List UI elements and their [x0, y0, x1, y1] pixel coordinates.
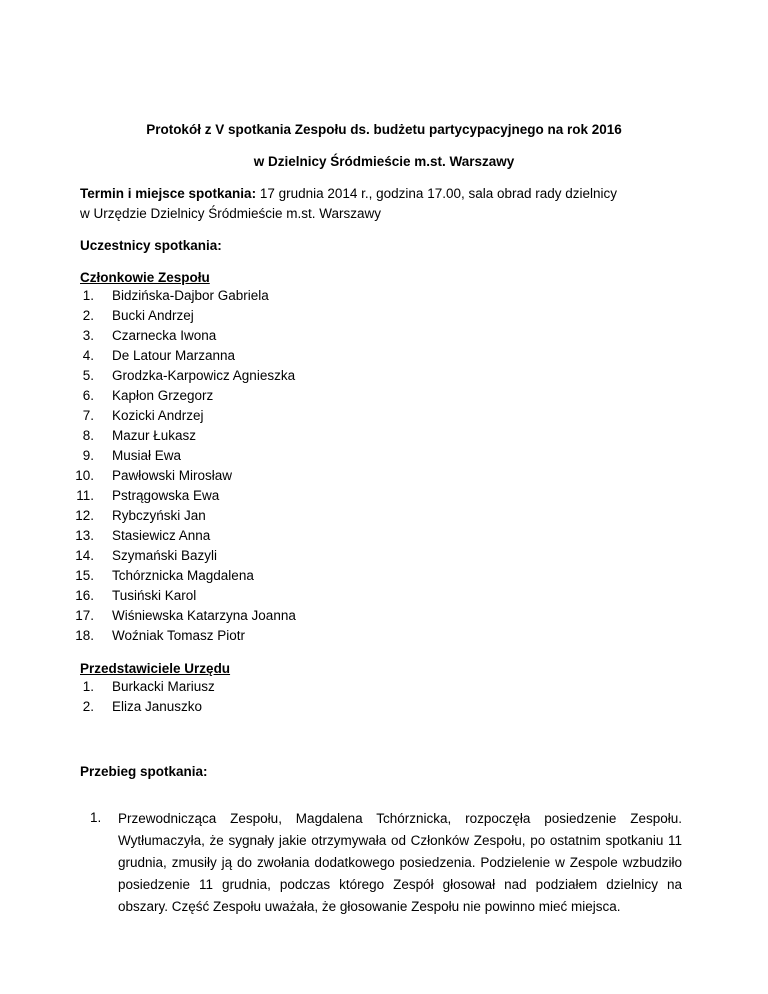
- list-item-name: Stasiewicz Anna: [112, 528, 211, 543]
- list-item-name: Wiśniewska Katarzyna Joanna: [112, 608, 296, 623]
- office-representatives-list: [80, 677, 690, 717]
- list-item-number: 3.: [82, 328, 94, 343]
- list-item: [75, 466, 690, 486]
- list-item-number: 4.: [82, 348, 94, 363]
- list-item-number: 2.: [82, 308, 94, 323]
- list-item-name: Tchórznicka Magdalena: [112, 568, 254, 583]
- list-item-number: 7.: [82, 408, 94, 423]
- list-item: [75, 546, 690, 566]
- document-subtitle: w Dzielnicy Śródmieście m.st. Warszawy: [253, 154, 515, 169]
- course-item-number: 1.: [90, 810, 102, 825]
- list-item: [80, 326, 690, 346]
- members-list: [75, 286, 690, 646]
- list-item-name: Burkacki Mariusz: [112, 679, 215, 694]
- list-item-number: 1.: [82, 679, 94, 694]
- list-item: [75, 586, 690, 606]
- list-item: [76, 486, 690, 506]
- list-item-name: Rybczyński Jan: [112, 508, 206, 523]
- list-item-name: Czarnecka Iwona: [112, 328, 217, 343]
- list-item-number: 15.: [75, 568, 94, 583]
- meeting-term-value-line2: w Urzędzie Dzielnicy Śródmieście m.st. Warszawy: [80, 206, 382, 221]
- list-item-name: Szymański Bazyli: [112, 548, 218, 563]
- list-item-number: 18.: [75, 628, 94, 643]
- list-item-number: 9.: [82, 448, 94, 463]
- list-item: [75, 506, 690, 526]
- list-item-number: 17.: [75, 608, 94, 623]
- members-heading: Członkowie Zespołu: [80, 270, 210, 285]
- list-item-name: Woźniak Tomasz Piotr: [112, 628, 246, 643]
- document-title: Protokół z V spotkania Zespołu ds. budżetu partycypacyjnego na rok 2016: [146, 122, 622, 137]
- list-item-name: Bucki Andrzej: [112, 308, 194, 323]
- list-item-name: Eliza Januszko: [112, 699, 203, 714]
- list-item-number: 1.: [82, 288, 94, 303]
- list-item-name: Pawłowski Mirosław: [112, 468, 233, 483]
- list-item-number: 10.: [75, 468, 94, 483]
- list-item-number: 13.: [75, 528, 94, 543]
- list-item: [80, 346, 690, 366]
- list-item: [80, 697, 690, 717]
- list-item-name: Mazur Łukasz: [112, 428, 197, 443]
- list-item-name: Pstrągowska Ewa: [112, 488, 220, 503]
- list-item-name: Kapłon Grzegorz: [112, 388, 214, 403]
- participants-heading: Uczestnicy spotkania:: [80, 238, 222, 253]
- list-item-number: 2.: [82, 699, 94, 714]
- list-item-name: Kozicki Andrzej: [112, 408, 204, 423]
- list-item: [80, 306, 690, 326]
- list-item: [80, 426, 690, 446]
- list-item-name: De Latour Marzanna: [112, 348, 236, 363]
- list-item: [75, 606, 690, 626]
- meeting-term-label: Termin i miejsce spotkania:: [80, 186, 257, 201]
- list-item: [80, 446, 690, 466]
- list-item: [80, 286, 690, 306]
- list-item-name: Grodzka-Karpowicz Agnieszka: [112, 368, 296, 383]
- list-item-name: Bidzińska-Dajbor Gabriela: [112, 288, 269, 303]
- meeting-term-paragraph: [80, 184, 690, 224]
- list-item: [80, 366, 690, 386]
- list-item: [80, 386, 690, 406]
- list-item-name: Tusiński Karol: [112, 588, 197, 603]
- list-item: [75, 566, 690, 586]
- list-item: [75, 626, 690, 646]
- list-item-name: Musiał Ewa: [112, 448, 182, 463]
- list-item-number: 14.: [75, 548, 94, 563]
- list-item-number: 11.: [76, 488, 94, 503]
- list-item-number: 8.: [82, 428, 94, 443]
- list-item: [75, 526, 690, 546]
- list-item-number: 5.: [82, 368, 94, 383]
- meeting-term-value: 17 grudnia 2014 r., godzina 17.00, sala obrad rady dzielnicy: [256, 186, 618, 201]
- list-item-number: 12.: [75, 508, 94, 523]
- list-item-number: 6.: [82, 388, 94, 403]
- list-item-number: 16.: [75, 588, 94, 603]
- meeting-course-heading: Przebieg spotkania:: [80, 764, 208, 779]
- office-representatives-heading: Przedstawiciele Urzędu: [80, 661, 231, 676]
- meeting-course-item: [90, 808, 682, 918]
- list-item: [80, 406, 690, 426]
- course-item-text: Przewodnicząca Zespołu, Magdalena Tchórznicka, rozpoczęła posiedzenie Zespołu. Wytłumaczyła, że sygnały jakie otrzymywała od Członków Zespołu, po ostatnim spotkaniu 11 grudnia, zmusiły ją do zwołania dodatkowego posiedzenia. Podzielenie w Zespole wzbudziło posiedzenie 11 grudnia, podczas którego Zespół głosował nad podziałem dzielnicy na obszary. Część Zespołu uważała, że głosowanie Zespołu nie powinno mieć miejsca.: [118, 811, 682, 914]
- list-item: [80, 677, 690, 697]
